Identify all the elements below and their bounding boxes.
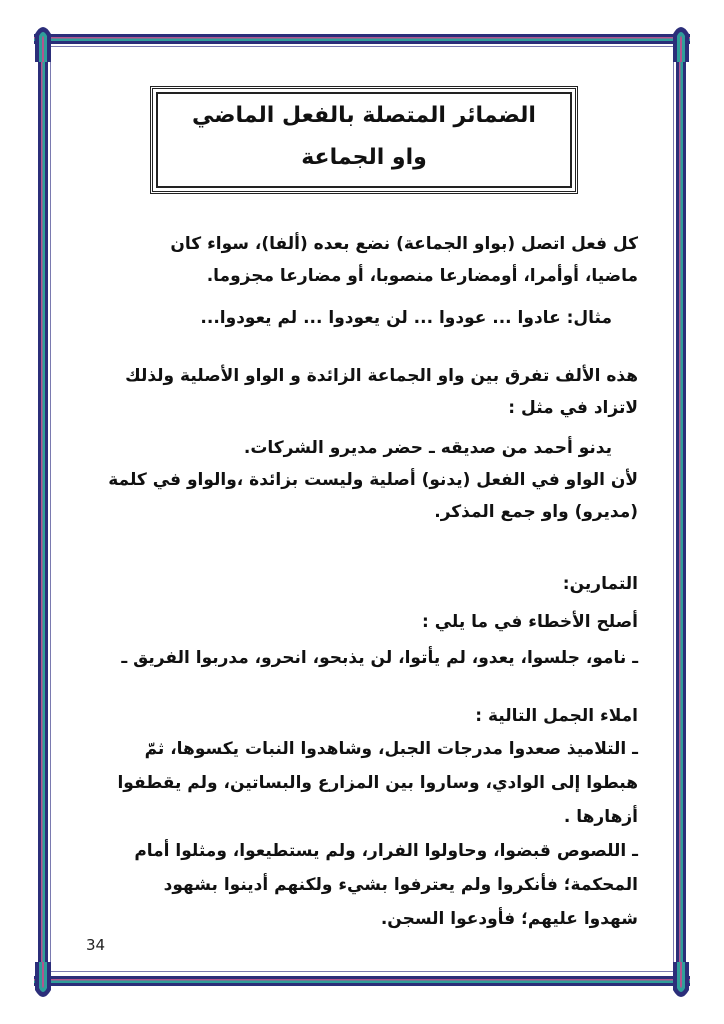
frame-right-border xyxy=(676,34,686,986)
frame-top-border xyxy=(34,34,690,44)
exercise-2-line: ـ التلاميذ صعدوا مدرجات الجبل، وشاهدوا النبات يكسوها، ثمّ xyxy=(144,739,638,759)
rule-line: هذه الألف تفرق بين واو الجماعة الزائدة و الواو الأصلية ولذلك xyxy=(125,366,638,386)
intro-line: ماضيا، أوأمرا، أومضارعا منصوبا، أو مضارعا مجزوما. xyxy=(206,266,638,286)
lesson-title: الضمائر المتصلة بالفعل الماضي xyxy=(192,103,536,128)
frame-left-border xyxy=(38,34,48,986)
explanation-line: (مديرو) واو جمع المذكر. xyxy=(434,502,638,522)
exercise-2-line: المحكمة؛ فأنكروا ولم يعترفوا بشيء ولكنهم أدينوا بشهود xyxy=(163,875,638,895)
exercise-1-title: أصلح الأخطاء في ما يلي : xyxy=(422,612,638,632)
exercise-2-title: املاء الجمل التالية : xyxy=(475,706,638,726)
title-box xyxy=(150,86,578,194)
exercise-2-line: شهدوا عليهم؛ فأودعوا السجن. xyxy=(380,909,638,929)
corner-ornament-icon xyxy=(672,962,690,1002)
exercises-heading: التمارين: xyxy=(562,574,638,594)
examples-line: يدنو أحمد من صديقه ـ حضر مديرو الشركات. xyxy=(243,438,612,458)
lesson-subtitle: واو الجماعة xyxy=(301,145,427,170)
exercise-2-line: ـ اللصوص قبضوا، وحاولوا الفرار، ولم يستطيعوا، ومثلوا أمام xyxy=(134,841,638,861)
corner-ornament-icon xyxy=(34,962,52,1002)
exercise-2-line: هبطوا إلى الوادي، وساروا بين المزارع والبساتين، ولم يقطفوا أزهارها . xyxy=(117,773,638,827)
frame-bottom-border xyxy=(34,976,690,986)
explanation-paragraph xyxy=(78,464,638,528)
intro-line: كل فعل اتصل (بواو الجماعة) نضع بعده (ألفا)، سواء كان xyxy=(170,234,638,254)
exercise-2-body xyxy=(78,732,638,936)
explanation-line: لأن الواو في الفعل (يدنو) أصلية وليست بزائدة ،والواو في كلمة xyxy=(108,470,638,490)
rule-paragraph xyxy=(78,360,638,424)
rule-line: لاتزاد في مثل : xyxy=(508,398,638,418)
corner-ornament-icon xyxy=(672,22,690,62)
page-number: 34 xyxy=(86,936,106,954)
exercise-1-body: ـ نامو، جلسوا، يعدو، لم يأتوا، لن يذبحو، انحرو، مدربوا الفريق ـ xyxy=(121,648,638,668)
intro-paragraph xyxy=(78,228,638,292)
example-line: مثال: عادوا ... عودوا ... لن يعودوا ... لم يعودوا... xyxy=(200,308,612,328)
corner-ornament-icon xyxy=(34,22,52,62)
